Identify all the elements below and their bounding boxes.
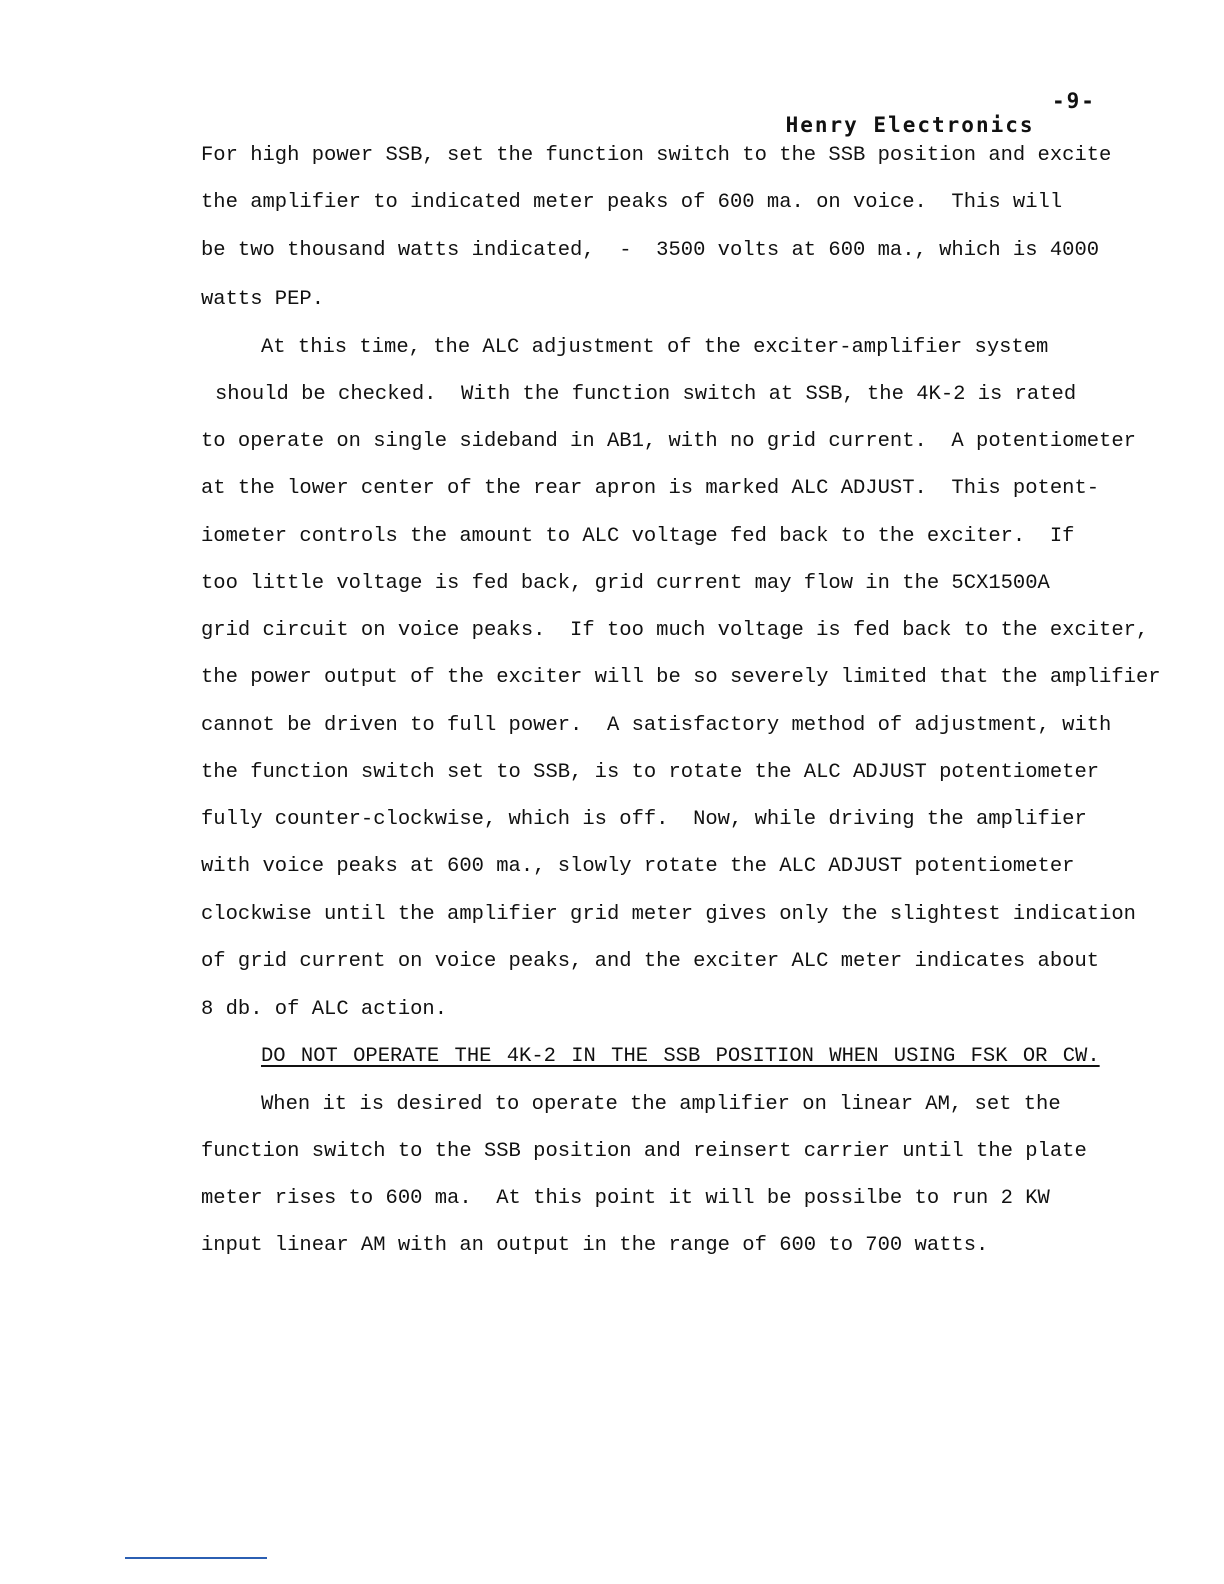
text-line: watts PEP. (201, 288, 325, 311)
text-line: At this time, the ALC adjustment of the exciter-amplifier system (261, 336, 1049, 359)
company-name: Henry Electronics (785, 113, 1035, 137)
text-line: at the lower center of the rear apron is marked ALC ADJUST. This potent- (201, 477, 1100, 500)
text-line: the amplifier to indicated meter peaks of 600 ma. on voice. This will (201, 191, 1063, 214)
text-line: grid circuit on voice peaks. If too much voltage is fed back to the exciter, (201, 619, 1149, 642)
footnote-rule (125, 1557, 267, 1559)
text-line: to operate on single sideband in AB1, with no grid current. A potentiometer (201, 430, 1136, 453)
text-line: When it is desired to operate the amplifier on linear AM, set the (261, 1093, 1061, 1116)
text-line: the power output of the exciter will be so severely limited that the amplifier (201, 666, 1161, 689)
text-line: function switch to the SSB position and reinsert carrier until the plate (201, 1140, 1087, 1163)
text-line: be two thousand watts indicated, - 3500 volts at 600 ma., which is 4000 (201, 239, 1100, 262)
text-line: the function switch set to SSB, is to rotate the ALC ADJUST potentiometer (201, 761, 1100, 784)
text-line: fully counter-clockwise, which is off. Now, while driving the amplifier (201, 808, 1087, 831)
page-header (727, 89, 1096, 185)
text-line: cannot be driven to full power. A satisfactory method of adjustment, with (201, 714, 1112, 737)
text-line: meter rises to 600 ma. At this point it will be possilbe to run 2 KW (201, 1187, 1050, 1210)
text-line: of grid current on voice peaks, and the exciter ALC meter indicates about (201, 950, 1100, 973)
text-line: iometer controls the amount to ALC voltage fed back to the exciter. If (201, 525, 1075, 548)
text-line: clockwise until the amplifier grid meter gives only the slightest indication (201, 903, 1136, 926)
text-line: with voice peaks at 600 ma., slowly rotate the ALC ADJUST potentiometer (201, 855, 1075, 878)
text-line: too little voltage is fed back, grid current may flow in the 5CX1500A (201, 572, 1050, 595)
text-line: should be checked. With the function switch at SSB, the 4K-2 is rated (215, 383, 1077, 406)
page-number: -9- (1052, 89, 1096, 113)
text-line: 8 db. of ALC action. (201, 998, 448, 1021)
warning-notice: DO NOT OPERATE THE 4K-2 IN THE SSB POSITION WHEN USING FSK OR CW. (261, 1045, 1100, 1068)
text-line: For high power SSB, set the function switch to the SSB position and excite (201, 144, 1112, 167)
text-line: input linear AM with an output in the range of 600 to 700 watts. (201, 1234, 989, 1257)
